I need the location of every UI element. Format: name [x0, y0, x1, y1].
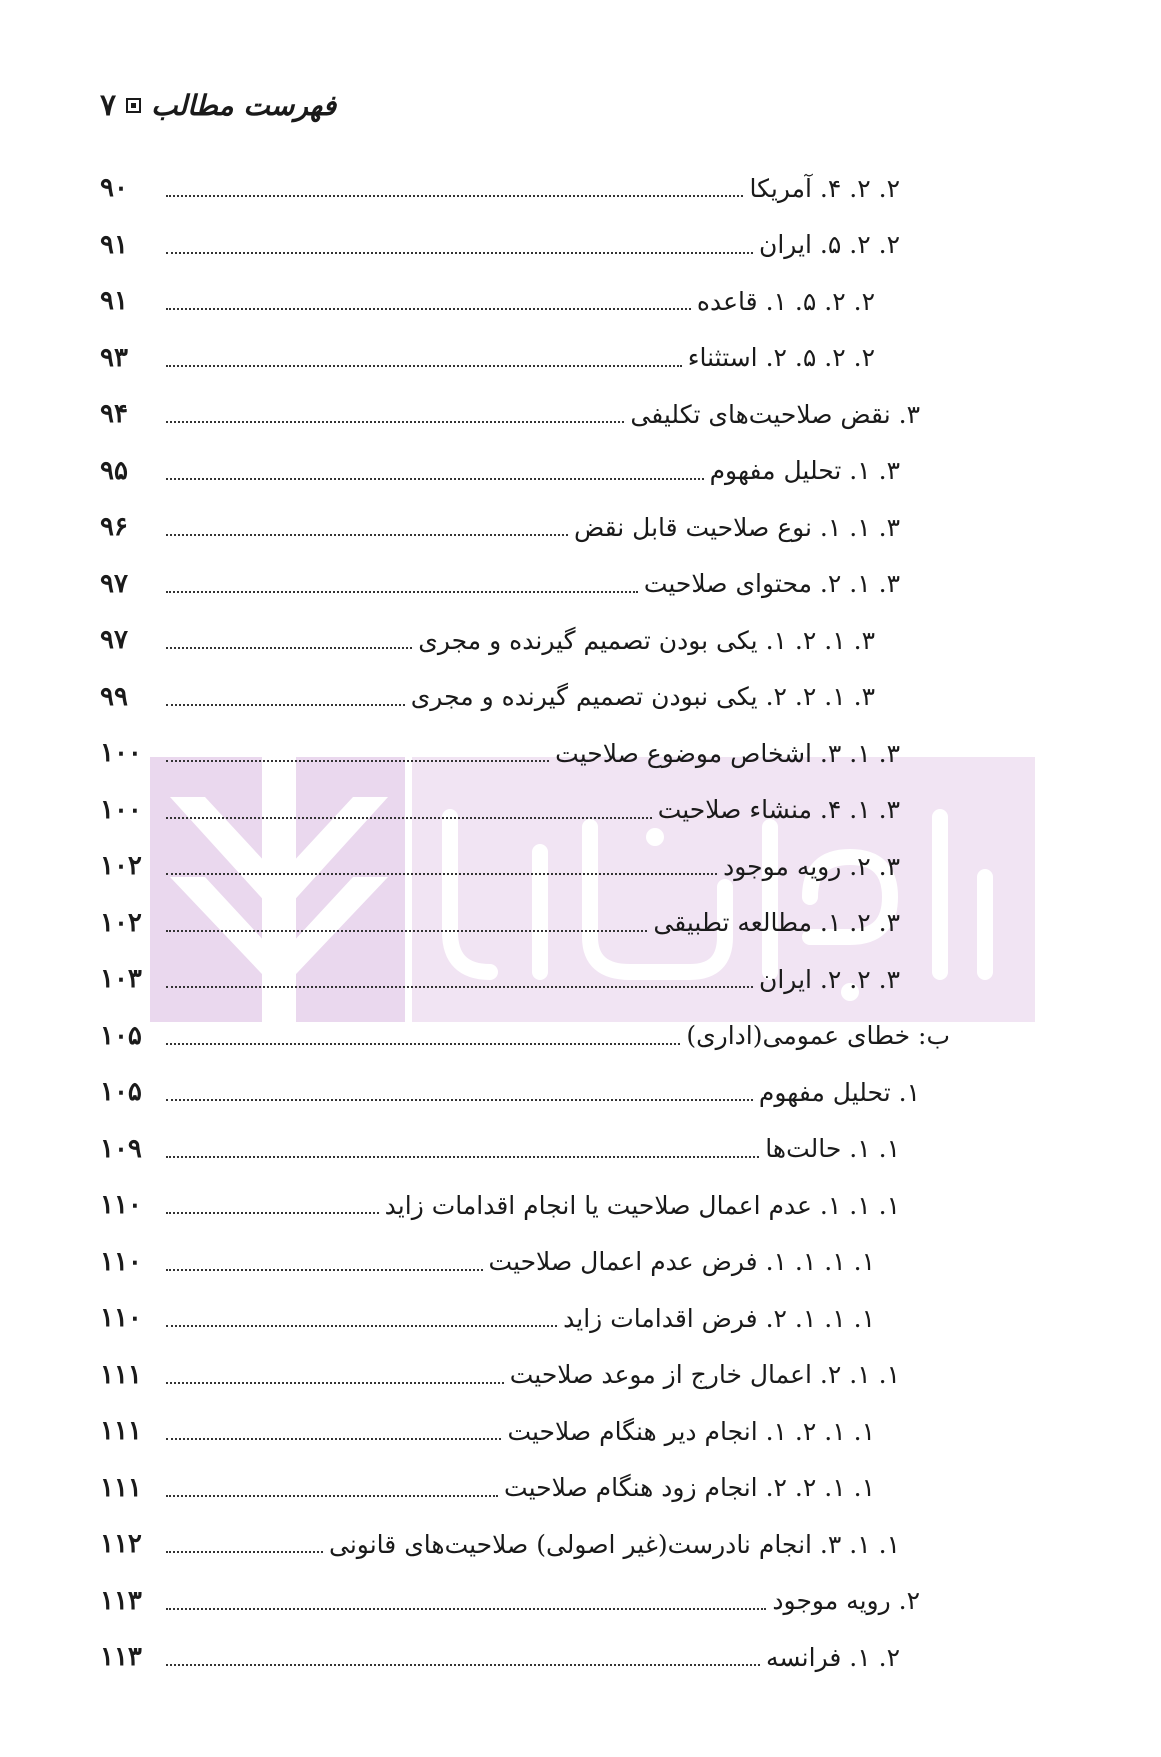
toc-page-number: ۱۱۳ — [100, 1585, 142, 1616]
toc-entry-title: ۳. ۱. ۱. نوع صلاحیت قابل نقض — [573, 512, 900, 542]
toc-dot-leader — [166, 815, 652, 819]
toc-entry — [100, 838, 950, 895]
toc-entry-title: ۲. ۲. ۵. ۲. استثناء — [687, 343, 875, 373]
toc-entry-title: ۳. ۱. ۳. اشخاص موضوع صلاحیت — [555, 738, 900, 768]
toc-entry — [100, 1234, 950, 1291]
toc-dot-leader — [166, 1041, 680, 1045]
toc-dot-leader — [166, 928, 647, 932]
toc-entry-title: ۱. تحلیل مفهوم — [758, 1077, 920, 1107]
toc-dot-leader — [166, 1436, 501, 1440]
toc-page-number: ۱۱۱ — [100, 1359, 142, 1390]
toc-entry-title: ۳. ۱. ۲. ۱. یکی بودن تصمیم گیرنده و مجری — [418, 625, 875, 655]
toc-entry — [100, 1008, 950, 1065]
toc-dot-leader — [166, 1606, 766, 1610]
toc-page-number: ۹۷ — [100, 568, 128, 599]
toc-entry — [100, 556, 950, 613]
toc-dot-leader — [166, 1549, 323, 1553]
toc-page-number: ۱۱۰ — [100, 1246, 142, 1277]
toc-entry — [100, 499, 950, 556]
page-number: ۷ — [100, 88, 117, 123]
toc-entry-title: ۲. ۲. ۵. ۱. قاعده — [696, 286, 875, 316]
toc-dot-leader — [166, 871, 717, 875]
toc-entry-title: ۳. ۱. ۲. ۲. یکی نبودن تصمیم گیرنده و مجری — [410, 682, 875, 712]
toc-page-number: ۱۰۲ — [100, 907, 142, 938]
toc-page-number: ۱۱۲ — [100, 1529, 142, 1560]
toc-dot-leader — [166, 1154, 759, 1158]
toc-entry-title: ۳. ۱. تحلیل مفهوم — [709, 456, 900, 486]
toc-dot-leader — [166, 419, 624, 423]
toc-entry-title: ۲. ۲. ۴. آمریکا — [749, 173, 900, 203]
toc-dot-leader — [166, 193, 743, 197]
toc-entry-title: ۱. ۱. ۱. ۱. فرض عدم اعمال صلاحیت — [488, 1247, 875, 1277]
toc-dot-leader — [166, 1323, 557, 1327]
toc-dot-leader — [166, 1267, 483, 1271]
toc-entry — [100, 1573, 950, 1630]
toc-entry-title: ۱. ۱. ۱. ۲. فرض اقدامات زاید — [563, 1303, 875, 1333]
toc-entry — [100, 725, 950, 782]
toc-dot-leader — [166, 476, 704, 480]
toc-entry — [100, 1629, 950, 1686]
toc-dot-leader — [166, 1380, 504, 1384]
toc-entry — [100, 386, 950, 443]
toc-page-number: ۱۰۰ — [100, 794, 142, 825]
toc-dot-leader — [166, 1493, 498, 1497]
toc-page-number: ۱۰۵ — [100, 1077, 142, 1108]
toc-entry — [100, 782, 950, 839]
toc-entry-title: ۳. ۲. رویه موجود — [723, 851, 900, 881]
toc-dot-leader — [166, 250, 753, 254]
toc-page-number: ۱۰۰ — [100, 738, 142, 769]
toc-page-number: ۱۰۵ — [100, 1020, 142, 1051]
toc-entry — [100, 1121, 950, 1178]
toc-dot-leader — [166, 1097, 753, 1101]
table-of-contents — [100, 160, 950, 1686]
toc-entry-title: ۱. ۱. ۲. ۱. انجام دیر هنگام صلاحیت — [507, 1416, 875, 1446]
toc-page-number: ۹۳ — [100, 342, 128, 373]
toc-entry-title: ۱. ۱. ۳. انجام نادرست(غیر اصولی) صلاحیت‌های قانونی — [329, 1529, 900, 1559]
toc-dot-leader — [166, 532, 568, 536]
toc-entry-title: ۲. ۱. فرانسه — [765, 1642, 900, 1672]
toc-dot-leader — [166, 984, 753, 988]
toc-page-number: ۱۱۱ — [100, 1416, 142, 1447]
toc-entry — [100, 1347, 950, 1404]
toc-entry-title: ۱. ۱. حالت‌ها — [765, 1134, 900, 1164]
toc-entry-title: ۱. ۱. ۲. اعمال خارج از موعد صلاحیت — [509, 1360, 900, 1390]
toc-page-number: ۱۰۳ — [100, 964, 142, 995]
toc-entry — [100, 1516, 950, 1573]
toc-entry — [100, 160, 950, 217]
toc-entry-title: ۲. ۲. ۵. ایران — [758, 230, 900, 260]
page-header — [100, 88, 336, 123]
toc-page-number: ۹۱ — [100, 229, 128, 260]
toc-dot-leader — [166, 1662, 760, 1666]
toc-page-number: ۹۵ — [100, 455, 128, 486]
toc-dot-leader — [166, 306, 691, 310]
running-title: فهرست مطالب — [151, 89, 337, 122]
toc-entry — [100, 1177, 950, 1234]
toc-entry-title: ۳. نقض صلاحیت‌های تکلیفی — [630, 399, 920, 429]
toc-dot-leader — [166, 1210, 379, 1214]
toc-dot-leader — [166, 645, 412, 649]
toc-page-number: ۹۹ — [100, 681, 128, 712]
toc-entry-title: ۳. ۱. ۲. محتوای صلاحیت — [643, 569, 900, 599]
toc-page-number: ۹۱ — [100, 286, 128, 317]
toc-entry — [100, 669, 950, 726]
toc-dot-leader — [166, 758, 549, 762]
toc-entry — [100, 330, 950, 387]
toc-page-number: ۱۰۲ — [100, 851, 142, 882]
toc-page-number: ۱۱۰ — [100, 1303, 142, 1334]
toc-page-number: ۹۷ — [100, 625, 128, 656]
toc-page-number: ۱۱۰ — [100, 1190, 142, 1221]
toc-entry — [100, 1064, 950, 1121]
toc-page-number: ۹۰ — [100, 173, 128, 204]
toc-entry-title: ۱. ۱. ۱. عدم اعمال صلاحیت یا انجام اقدامات زاید — [384, 1190, 900, 1220]
toc-entry — [100, 217, 950, 274]
toc-dot-leader — [166, 589, 638, 593]
toc-entry-title: ۳. ۲. ۱. مطالعه تطبیقی — [653, 908, 900, 938]
toc-entry — [100, 951, 950, 1008]
toc-entry — [100, 612, 950, 669]
toc-entry-title: ۳. ۱. ۴. منشاء صلاحیت — [657, 795, 900, 825]
toc-entry — [100, 895, 950, 952]
toc-entry — [100, 1460, 950, 1517]
toc-dot-leader — [166, 363, 682, 367]
toc-entry-title: ۲. رویه موجود — [772, 1586, 920, 1616]
toc-page-number: ۹۶ — [100, 512, 128, 543]
toc-entry-title: ب: خطای عمومی(اداری) — [686, 1021, 950, 1051]
square-bullet-icon — [126, 98, 141, 113]
toc-entry — [100, 443, 950, 500]
toc-dot-leader — [166, 702, 405, 706]
toc-entry — [100, 273, 950, 330]
toc-entry — [100, 1290, 950, 1347]
toc-entry — [100, 1403, 950, 1460]
toc-page-number: ۱۱۳ — [100, 1642, 142, 1673]
toc-page-number: ۱۰۹ — [100, 1133, 142, 1164]
toc-entry-title: ۳. ۲. ۲. ایران — [758, 964, 900, 994]
toc-entry-title: ۱. ۱. ۲. ۲. انجام زود هنگام صلاحیت — [504, 1473, 875, 1503]
toc-page-number: ۹۴ — [100, 399, 128, 430]
toc-page-number: ۱۱۱ — [100, 1472, 142, 1503]
